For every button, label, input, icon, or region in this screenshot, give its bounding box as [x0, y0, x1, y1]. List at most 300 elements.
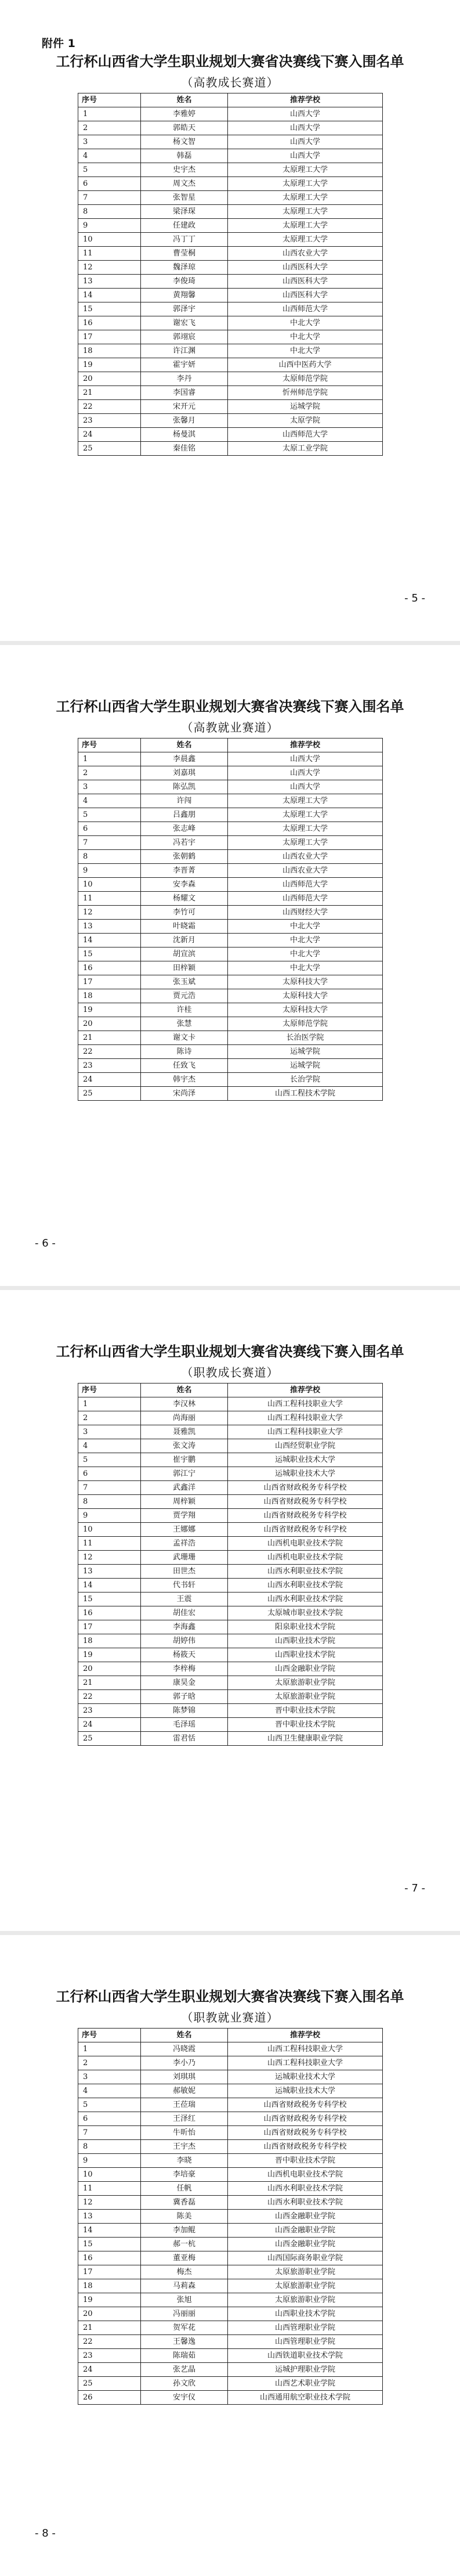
school-name: 运城职业技术大学 [228, 1453, 383, 1467]
row-number: 23 [78, 1059, 141, 1073]
table-row [78, 1620, 383, 1634]
student-name: 谢宏飞 [141, 316, 228, 330]
school-name: 运城护理职业学院 [228, 2363, 383, 2377]
table-row [78, 414, 383, 428]
school-name: 山西大学 [228, 121, 383, 135]
student-name: 郭皓天 [141, 121, 228, 135]
table-row [78, 892, 383, 906]
school-name: 太原理工大学 [228, 205, 383, 219]
student-name: 叶晓霜 [141, 920, 228, 934]
row-number: 6 [78, 1467, 141, 1481]
table-row [78, 1031, 383, 1045]
school-name: 山西大学 [228, 149, 383, 163]
row-number: 19 [78, 1648, 141, 1662]
student-name: 张朝鹤 [141, 850, 228, 864]
student-name: 霍宇妍 [141, 358, 228, 372]
student-name: 杨文智 [141, 135, 228, 149]
row-number: 16 [78, 2251, 141, 2265]
row-number: 22 [78, 1045, 141, 1059]
school-name: 山西职业技术学院 [228, 1648, 383, 1662]
school-name: 山西工程科技职业大学 [228, 2056, 383, 2070]
school-name: 晋中职业技术学院 [228, 2154, 383, 2168]
school-name: 山西水利职业技术学院 [228, 1593, 383, 1606]
table-row [78, 2349, 383, 2363]
school-name: 山西管理职业学院 [228, 2335, 383, 2349]
student-name: 郭泽宇 [141, 302, 228, 316]
row-number: 24 [78, 1073, 141, 1087]
row-number: 15 [78, 947, 141, 961]
school-name: 山西卫生健康职业学院 [228, 1732, 383, 1746]
student-name: 韩宇杰 [141, 1073, 228, 1087]
student-name: 雷君恬 [141, 1732, 228, 1746]
row-number: 14 [78, 1579, 141, 1593]
row-number: 17 [78, 975, 141, 989]
table-row [78, 1523, 383, 1537]
school-name: 山西省财政税务专科学校 [228, 2126, 383, 2140]
table-row [78, 344, 383, 358]
page-subtitle: （高教成长赛道） [181, 75, 279, 89]
page-subtitle: （职教就业赛道） [181, 2011, 279, 2024]
student-name: 田世杰 [141, 1565, 228, 1579]
row-number: 24 [78, 1718, 141, 1732]
school-name: 太原旅游职业学院 [228, 1690, 383, 1704]
school-name: 运城职业技术大学 [228, 2084, 383, 2098]
row-number: 3 [78, 2070, 141, 2084]
table-header-row [78, 738, 383, 752]
student-name: 陈瑞茹 [141, 2349, 228, 2363]
student-name: 孟祥浩 [141, 1537, 228, 1551]
table-row [78, 1495, 383, 1509]
student-name: 李晋菁 [141, 864, 228, 878]
header-school: 推荐学校 [228, 1384, 383, 1397]
row-number: 17 [78, 2265, 141, 2279]
page-number: - 5 - [404, 592, 425, 604]
student-name: 陈梦锦 [141, 1704, 228, 1718]
table-row [78, 2140, 383, 2154]
table-header-row [78, 93, 383, 107]
row-number: 11 [78, 2182, 141, 2196]
table-row [78, 1439, 383, 1453]
school-name: 山西通用航空职业技术学院 [228, 2391, 383, 2405]
row-number: 12 [78, 1551, 141, 1565]
row-number: 12 [78, 261, 141, 275]
row-number: 20 [78, 1662, 141, 1676]
row-number: 6 [78, 822, 141, 836]
student-name: 杨曼淇 [141, 428, 228, 442]
student-name: 贾元浩 [141, 989, 228, 1003]
student-name: 李培豪 [141, 2168, 228, 2182]
row-number: 3 [78, 135, 141, 149]
row-number: 15 [78, 302, 141, 316]
table-row [78, 1537, 383, 1551]
table-row [78, 2182, 383, 2196]
roster-table [78, 1383, 383, 1746]
school-name: 山西大学 [228, 752, 383, 766]
row-number: 7 [78, 191, 141, 205]
school-name: 山西师范大学 [228, 878, 383, 892]
row-number: 25 [78, 1087, 141, 1101]
table-row [78, 121, 383, 135]
student-name: 张志峰 [141, 822, 228, 836]
student-name: 梅杰 [141, 2265, 228, 2279]
row-number: 6 [78, 2112, 141, 2126]
student-name: 李丹 [141, 372, 228, 386]
table-row [78, 961, 383, 975]
roster-table [78, 738, 383, 1101]
page-subtitle: （职教成长赛道） [181, 1366, 279, 1379]
row-number: 13 [78, 920, 141, 934]
row-number: 10 [78, 1523, 141, 1537]
row-number: 10 [78, 2168, 141, 2182]
school-name: 山西师范大学 [228, 428, 383, 442]
school-name: 山西省财政税务专科学校 [228, 1481, 383, 1495]
table-row [78, 1718, 383, 1732]
school-name: 山西工程技术学院 [228, 1087, 383, 1101]
row-number: 10 [78, 233, 141, 247]
student-name: 韩磊 [141, 149, 228, 163]
table-row [78, 428, 383, 442]
student-name: 聂雅凯 [141, 1425, 228, 1439]
page-number: - 8 - [35, 2527, 56, 2539]
row-number: 11 [78, 892, 141, 906]
table-row [78, 400, 383, 414]
row-number: 13 [78, 2210, 141, 2224]
table-row [78, 261, 383, 275]
school-name: 太原科技大学 [228, 989, 383, 1003]
student-name: 黄翔馨 [141, 289, 228, 302]
row-number: 16 [78, 961, 141, 975]
school-name: 太原理工大学 [228, 233, 383, 247]
document-page-5 [0, 0, 460, 641]
student-name: 李国睿 [141, 386, 228, 400]
student-name: 沈新月 [141, 934, 228, 947]
row-number: 11 [78, 247, 141, 261]
row-number: 7 [78, 836, 141, 850]
row-number: 20 [78, 2307, 141, 2321]
table-row [78, 1045, 383, 1059]
table-row [78, 205, 383, 219]
table-row [78, 2377, 383, 2391]
row-number: 19 [78, 358, 141, 372]
student-name: 冀香磊 [141, 2196, 228, 2210]
row-number: 8 [78, 2140, 141, 2154]
student-name: 李晨鑫 [141, 752, 228, 766]
school-name: 太原理工大学 [228, 219, 383, 233]
row-number: 4 [78, 149, 141, 163]
student-name: 刘嘉琪 [141, 766, 228, 780]
table-row [78, 878, 383, 892]
table-row [78, 780, 383, 794]
student-name: 张慧 [141, 1017, 228, 1031]
school-name: 长治学院 [228, 1073, 383, 1087]
school-name: 山西工程科技职业大学 [228, 2042, 383, 2056]
row-number: 7 [78, 1481, 141, 1495]
student-name: 张馨月 [141, 414, 228, 428]
page-number: - 7 - [404, 1882, 425, 1894]
row-number: 18 [78, 2279, 141, 2293]
school-name: 山西机电职业技术学院 [228, 1551, 383, 1565]
table-row [78, 947, 383, 961]
table-row [78, 836, 383, 850]
table-row [78, 372, 383, 386]
student-name: 张智星 [141, 191, 228, 205]
student-name: 周梓颖 [141, 1495, 228, 1509]
table-header-row [78, 1384, 383, 1397]
table-row [78, 906, 383, 920]
school-name: 山西金融职业学院 [228, 2210, 383, 2224]
table-row [78, 316, 383, 330]
school-name: 中北大学 [228, 947, 383, 961]
school-name: 山西财经大学 [228, 906, 383, 920]
document-page-8 [0, 1935, 460, 2576]
student-name: 贾学翔 [141, 1509, 228, 1523]
student-name: 冯晓霞 [141, 2042, 228, 2056]
row-number: 22 [78, 400, 141, 414]
row-number: 12 [78, 906, 141, 920]
row-number: 2 [78, 1411, 141, 1425]
table-row [78, 1551, 383, 1565]
table-row [78, 766, 383, 780]
row-number: 2 [78, 2056, 141, 2070]
student-name: 王馨逸 [141, 2335, 228, 2349]
table-row [78, 1509, 383, 1523]
annex-label: 附件 1 [42, 37, 75, 50]
header-no: 序号 [78, 2029, 141, 2042]
student-name: 秦佳铭 [141, 442, 228, 456]
school-name: 山西大学 [228, 766, 383, 780]
student-name: 王震 [141, 1593, 228, 1606]
school-name: 山西机电职业技术学院 [228, 2168, 383, 2182]
row-number: 18 [78, 1634, 141, 1648]
table-row [78, 1017, 383, 1031]
student-name: 张玉斌 [141, 975, 228, 989]
school-name: 山西金融职业学院 [228, 2224, 383, 2238]
table-row [78, 822, 383, 836]
row-number: 12 [78, 2196, 141, 2210]
school-name: 山西职业技术学院 [228, 1634, 383, 1648]
school-name: 山西师范大学 [228, 892, 383, 906]
table-row [78, 2168, 383, 2182]
roster-table [78, 2028, 383, 2405]
school-name: 中北大学 [228, 934, 383, 947]
school-name: 山西农业大学 [228, 247, 383, 261]
school-name: 中北大学 [228, 344, 383, 358]
school-name: 阳泉职业技术学院 [228, 1620, 383, 1634]
row-number: 16 [78, 1606, 141, 1620]
student-name: 郭子晗 [141, 1690, 228, 1704]
school-name: 山西师范大学 [228, 302, 383, 316]
student-name: 张旭 [141, 2293, 228, 2307]
student-name: 王娜娜 [141, 1523, 228, 1537]
student-name: 田梓颖 [141, 961, 228, 975]
row-number: 14 [78, 2224, 141, 2238]
row-number: 1 [78, 107, 141, 121]
row-number: 5 [78, 1453, 141, 1467]
student-name: 武鑫洋 [141, 1481, 228, 1495]
student-name: 冯丁丁 [141, 233, 228, 247]
student-name: 郭江宁 [141, 1467, 228, 1481]
school-name: 长治医学院 [228, 1031, 383, 1045]
row-number: 25 [78, 1732, 141, 1746]
school-name: 晋中职业技术学院 [228, 1718, 383, 1732]
table-row [78, 386, 383, 400]
school-name: 运城职业技术大学 [228, 2070, 383, 2084]
table-row [78, 135, 383, 149]
student-name: 胡宣滨 [141, 947, 228, 961]
student-name: 李加鲲 [141, 2224, 228, 2238]
school-name: 山西省财政税务专科学校 [228, 1495, 383, 1509]
student-name: 刘琪琪 [141, 2070, 228, 2084]
table-row [78, 1059, 383, 1073]
row-number: 13 [78, 275, 141, 289]
row-number: 22 [78, 1690, 141, 1704]
school-name: 山西工程科技职业大学 [228, 1397, 383, 1411]
row-number: 4 [78, 1439, 141, 1453]
table-row [78, 1003, 383, 1017]
table-row [78, 1579, 383, 1593]
table-row [78, 1087, 383, 1101]
row-number: 6 [78, 177, 141, 191]
table-row [78, 2154, 383, 2168]
school-name: 太原师范学院 [228, 1017, 383, 1031]
school-name: 太原理工大学 [228, 808, 383, 822]
table-row [78, 2391, 383, 2405]
row-number: 8 [78, 850, 141, 864]
table-row [78, 920, 383, 934]
row-number: 23 [78, 414, 141, 428]
table-row [78, 1481, 383, 1495]
student-name: 孙文欣 [141, 2377, 228, 2391]
school-name: 山西大学 [228, 135, 383, 149]
school-name: 山西医科大学 [228, 289, 383, 302]
table-row [78, 2126, 383, 2140]
student-name: 马莉森 [141, 2279, 228, 2293]
school-name: 山西经贸职业学院 [228, 1439, 383, 1453]
school-name: 山西省财政税务专科学校 [228, 1523, 383, 1537]
row-number: 19 [78, 2293, 141, 2307]
student-name: 曹莹桐 [141, 247, 228, 261]
row-number: 23 [78, 2349, 141, 2363]
student-name: 吕鑫朋 [141, 808, 228, 822]
school-name: 中北大学 [228, 961, 383, 975]
student-name: 尚海丽 [141, 1411, 228, 1425]
row-number: 21 [78, 386, 141, 400]
student-name: 郭翊宸 [141, 330, 228, 344]
school-name: 山西管理职业学院 [228, 2321, 383, 2335]
school-name: 太原旅游职业学院 [228, 2265, 383, 2279]
student-name: 武珊珊 [141, 1551, 228, 1565]
row-number: 14 [78, 934, 141, 947]
school-name: 忻州师范学院 [228, 386, 383, 400]
student-name: 李梓梅 [141, 1662, 228, 1676]
student-name: 杨筱天 [141, 1648, 228, 1662]
header-no: 序号 [78, 738, 141, 752]
row-number: 4 [78, 2084, 141, 2098]
school-name: 太原理工大学 [228, 836, 383, 850]
page-number: - 6 - [35, 1237, 56, 1249]
table-row [78, 275, 383, 289]
student-name: 胡婷伟 [141, 1634, 228, 1648]
table-row [78, 1425, 383, 1439]
row-number: 2 [78, 766, 141, 780]
student-name: 李雅婷 [141, 107, 228, 121]
school-name: 山西大学 [228, 107, 383, 121]
header-school: 推荐学校 [228, 93, 383, 107]
row-number: 11 [78, 1537, 141, 1551]
header-no: 序号 [78, 1384, 141, 1397]
student-name: 冯若宇 [141, 836, 228, 850]
student-name: 王宇杰 [141, 2140, 228, 2154]
school-name: 山西工程科技职业大学 [228, 1425, 383, 1439]
table-row [78, 163, 383, 177]
school-name: 太原理工大学 [228, 191, 383, 205]
school-name: 山西水利职业技术学院 [228, 1579, 383, 1593]
school-name: 山西大学 [228, 780, 383, 794]
school-name: 太原城市职业技术学院 [228, 1606, 383, 1620]
row-number: 8 [78, 1495, 141, 1509]
table-row [78, 975, 383, 989]
school-name: 山西医科大学 [228, 275, 383, 289]
row-number: 5 [78, 2098, 141, 2112]
student-name: 许江渊 [141, 344, 228, 358]
row-number: 24 [78, 428, 141, 442]
student-name: 任建政 [141, 219, 228, 233]
table-row [78, 2070, 383, 2084]
row-number: 13 [78, 1565, 141, 1579]
row-number: 24 [78, 2363, 141, 2377]
school-name: 太原旅游职业学院 [228, 2293, 383, 2307]
school-name: 山西金融职业学院 [228, 1662, 383, 1676]
row-number: 5 [78, 163, 141, 177]
student-name: 李俊琦 [141, 275, 228, 289]
row-number: 1 [78, 2042, 141, 2056]
table-row [78, 2363, 383, 2377]
school-name: 山西省财政税务专科学校 [228, 1509, 383, 1523]
school-name: 太原科技大学 [228, 975, 383, 989]
school-name: 太原工业学院 [228, 442, 383, 456]
school-name: 运城学院 [228, 400, 383, 414]
table-row [78, 1606, 383, 1620]
row-number: 20 [78, 372, 141, 386]
student-name: 李晓 [141, 2154, 228, 2168]
row-number: 26 [78, 2391, 141, 2405]
table-row [78, 2238, 383, 2251]
table-row [78, 1593, 383, 1606]
table-row [78, 1453, 383, 1467]
row-number: 5 [78, 808, 141, 822]
page-title: 工行杯山西省大学生职业规划大赛省决赛线下赛入围名单 [56, 53, 404, 70]
school-name: 太原理工大学 [228, 794, 383, 808]
header-name: 姓名 [141, 738, 228, 752]
table-row [78, 2293, 383, 2307]
row-number: 9 [78, 1509, 141, 1523]
table-row [78, 1467, 383, 1481]
page-title: 工行杯山西省大学生职业规划大赛省决赛线下赛入围名单 [56, 698, 404, 715]
school-name: 太原旅游职业学院 [228, 2279, 383, 2293]
school-name: 山西水利职业技术学院 [228, 1565, 383, 1579]
table-header-row [78, 2029, 383, 2042]
student-name: 杨耀文 [141, 892, 228, 906]
table-row [78, 233, 383, 247]
student-name: 陈弘凯 [141, 780, 228, 794]
student-name: 李海鑫 [141, 1620, 228, 1634]
table-row [78, 191, 383, 205]
student-name: 谢文卡 [141, 1031, 228, 1045]
student-name: 魏泽琼 [141, 261, 228, 275]
school-name: 山西水利职业技术学院 [228, 2196, 383, 2210]
table-row [78, 1648, 383, 1662]
header-school: 推荐学校 [228, 738, 383, 752]
